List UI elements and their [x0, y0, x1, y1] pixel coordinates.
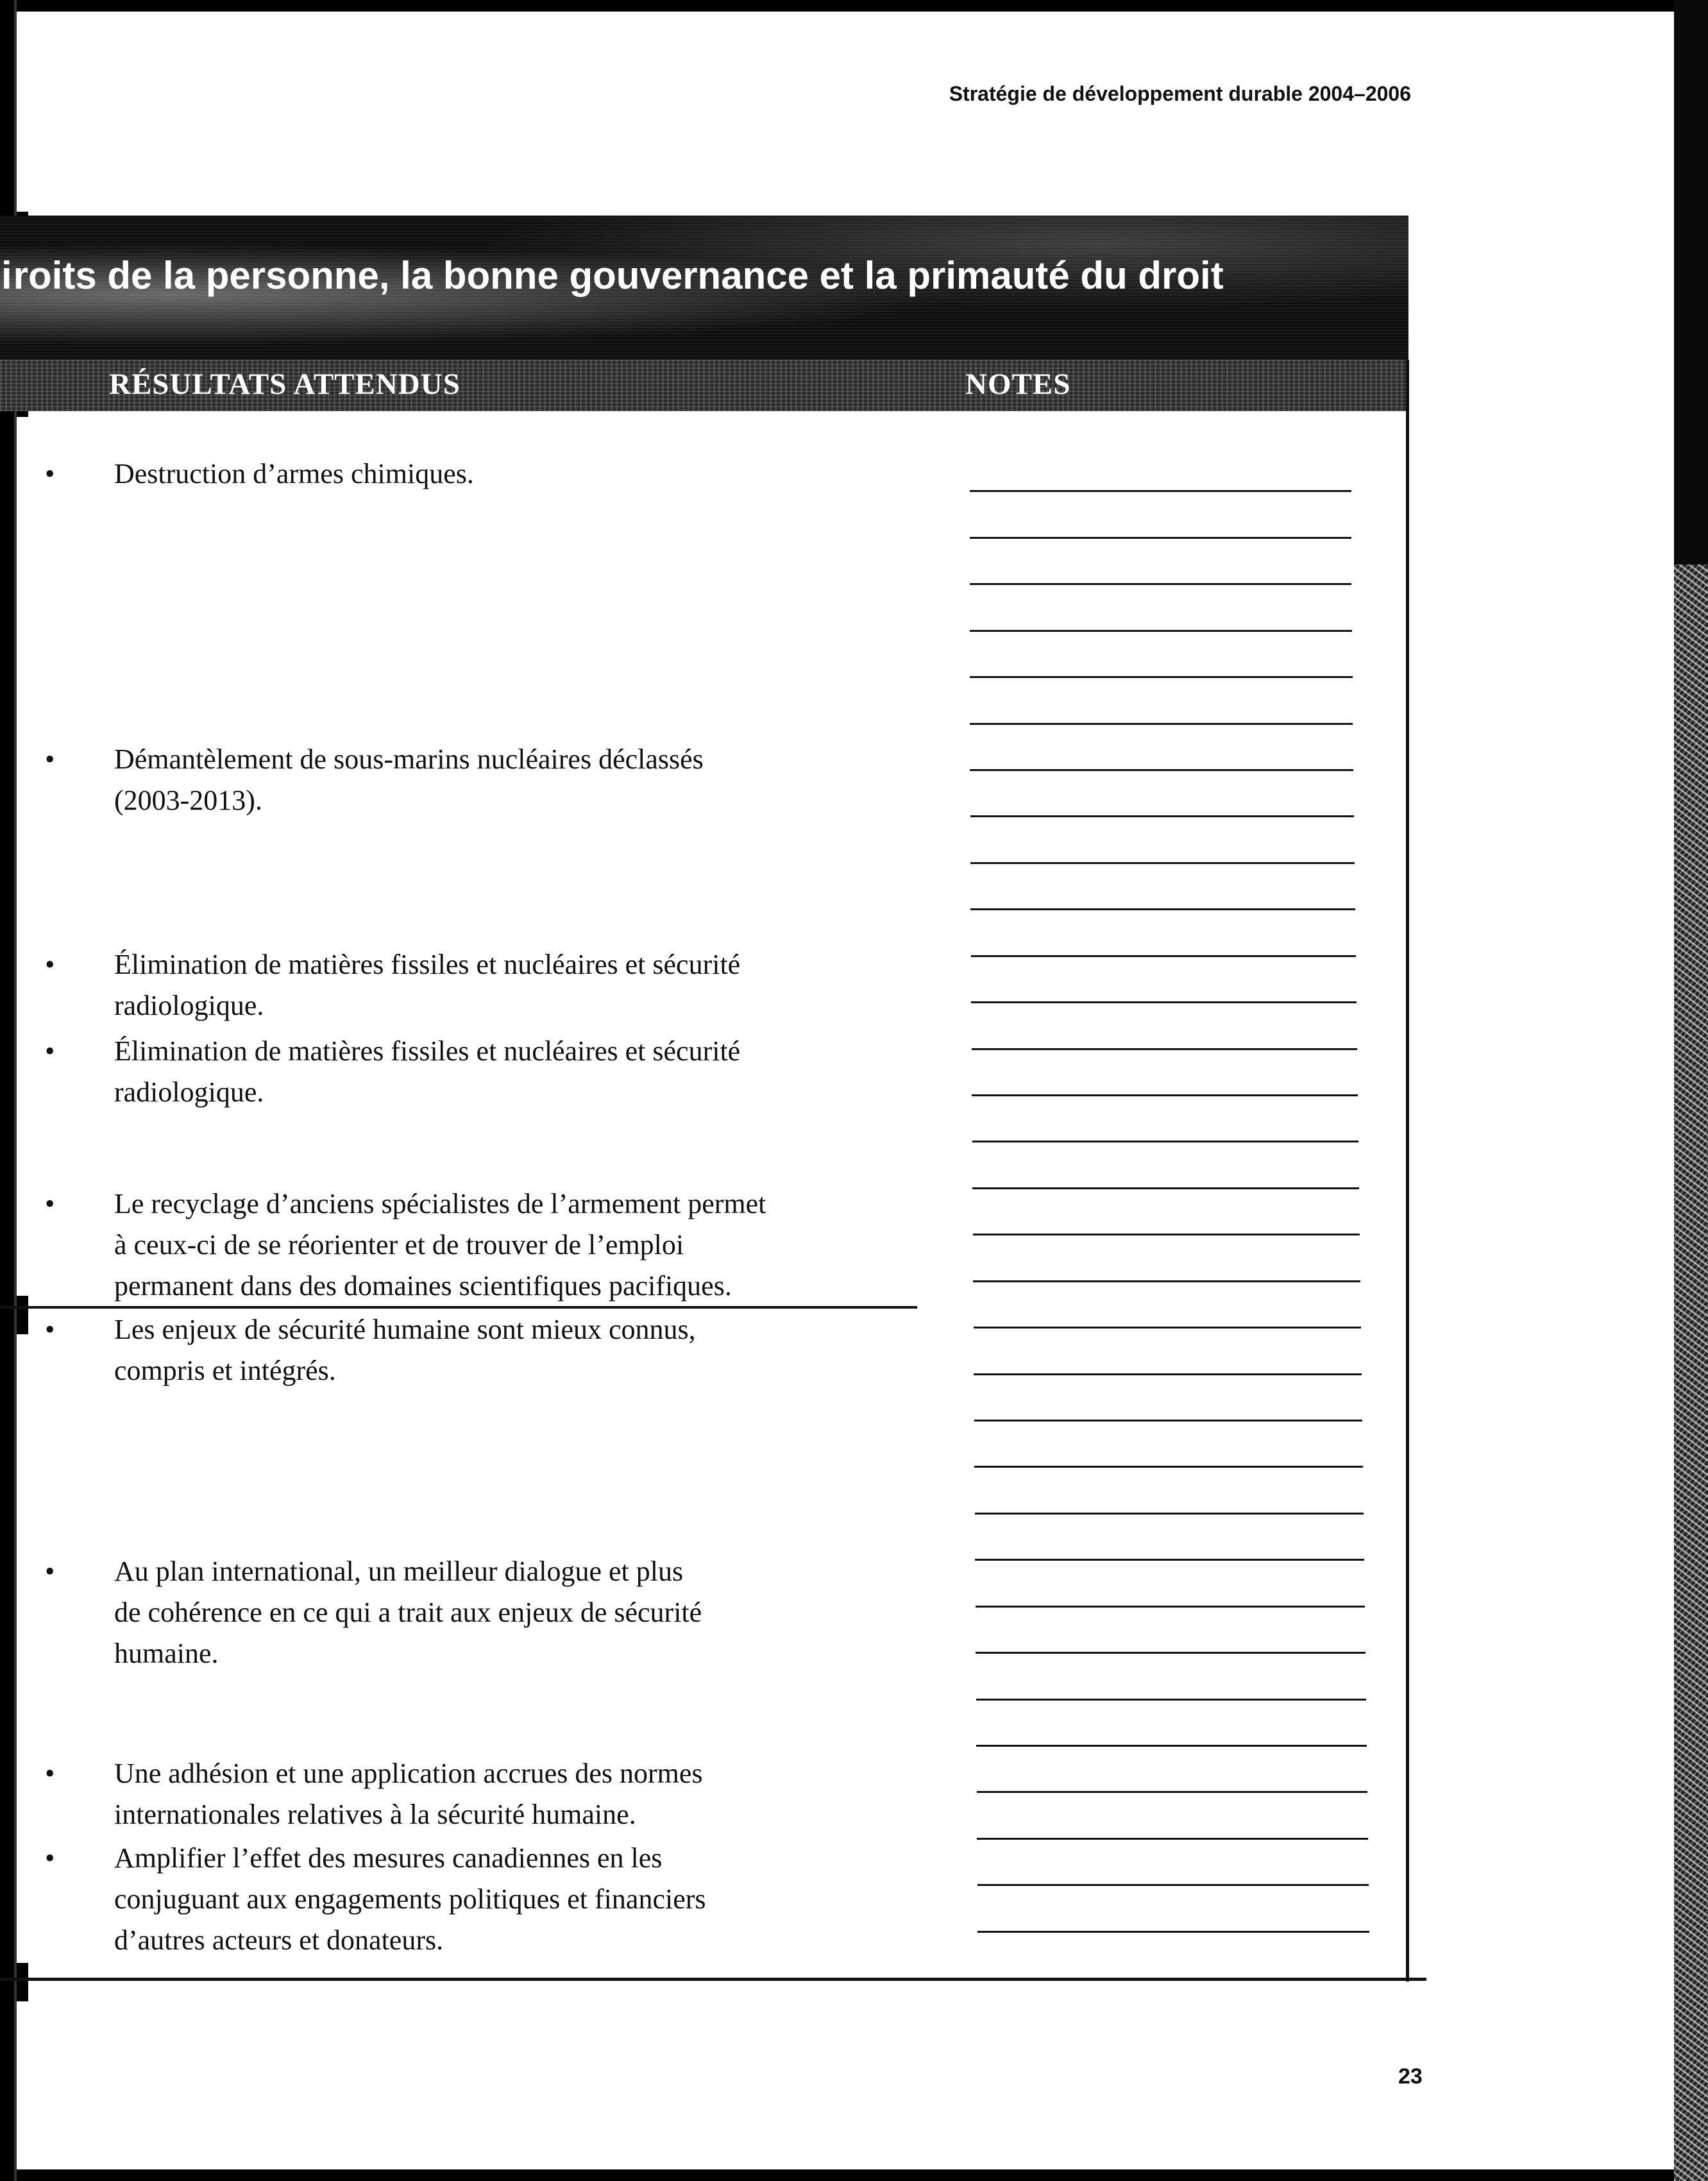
result-item [38, 1753, 924, 1840]
result-item [38, 1838, 924, 1963]
note-line[interactable] [970, 490, 1351, 492]
result-item [38, 739, 924, 826]
section-title [0, 253, 1408, 298]
result-text: Élimination de matières fissiles et nucléaires et sécurité radiologique. [114, 1035, 741, 1108]
note-line[interactable] [977, 1838, 1368, 1840]
bullet: • [45, 1556, 55, 1587]
note-line[interactable] [972, 1094, 1358, 1096]
bullet: • [45, 1188, 55, 1219]
note-line[interactable] [974, 1420, 1362, 1421]
note-line[interactable] [976, 1606, 1365, 1608]
result-item [38, 1184, 924, 1309]
note-line[interactable] [977, 1931, 1369, 1933]
page-number: 23 [1398, 2064, 1423, 2089]
result-text: Le recyclage d’anciens spécialistes de l’armement permet à ceux-ci de se réorienter et de trouver de l’emploi permanent dans des domaines scientifiques pacifiques. [114, 1188, 766, 1302]
result-item [38, 944, 924, 1031]
result-text: Élimination de matières fissiles et nucléaires et sécurité radiologique. [114, 949, 741, 1021]
note-line[interactable] [973, 1280, 1360, 1282]
note-line[interactable] [971, 1001, 1357, 1003]
note-line[interactable] [974, 1466, 1363, 1468]
result-item [38, 1551, 924, 1676]
result-text: Une adhésion et une application accrues des normes internationales relatives à la sécurité humaine. [114, 1758, 703, 1830]
note-line[interactable] [975, 1513, 1364, 1515]
note-line[interactable] [970, 583, 1351, 585]
section-title-fragment: i [1, 254, 12, 297]
result-item [38, 454, 924, 498]
result-text: Amplifier l’effet des mesures canadiennes en les conjuguant aux engagements politiques et financiers d’autres acteurs et donateurs. [114, 1842, 706, 1956]
running-header: Stratégie de développement durable 2004–2006 [949, 82, 1411, 105]
result-item [38, 1309, 924, 1396]
note-line[interactable] [970, 769, 1353, 771]
note-line[interactable] [976, 1699, 1366, 1701]
bullet: • [45, 743, 55, 775]
note-line[interactable] [970, 537, 1351, 539]
note-line[interactable] [972, 1141, 1358, 1142]
scan-border-bottom [0, 2169, 1708, 2181]
note-line[interactable] [970, 630, 1352, 632]
note-line[interactable] [975, 1559, 1364, 1561]
bullet: • [45, 1314, 55, 1345]
note-line[interactable] [970, 815, 1354, 817]
note-line[interactable] [977, 1791, 1367, 1793]
note-line[interactable] [970, 676, 1353, 678]
note-line[interactable] [974, 1373, 1362, 1375]
note-line[interactable] [970, 723, 1353, 725]
table-border-right [1406, 360, 1409, 1982]
bullet: • [45, 1758, 55, 1789]
result-text: Démantèlement de sous-marins nucléaires déclassés (2003-2013). [114, 743, 704, 816]
note-line[interactable] [977, 1884, 1369, 1886]
bullet: • [45, 1842, 55, 1874]
note-line[interactable] [972, 1048, 1357, 1050]
note-line[interactable] [974, 1327, 1361, 1328]
result-item [38, 1031, 924, 1117]
note-line[interactable] [976, 1745, 1367, 1747]
note-line[interactable] [970, 862, 1355, 864]
column-header-results: RÉSULTATS ATTENDUS [109, 368, 461, 401]
note-line[interactable] [973, 1234, 1360, 1235]
result-text: Destruction d’armes chimiques. [114, 458, 474, 489]
note-line[interactable] [971, 955, 1356, 957]
result-text: Les enjeux de sécurité humaine sont mieux connus, compris et intégrés. [114, 1314, 696, 1386]
bullet: • [45, 949, 55, 980]
result-text: Au plan international, un meilleur dialogue et plus de cohérence en ce qui a trait aux enjeux de sécurité humaine. [114, 1556, 702, 1669]
scan-border-top [0, 0, 1708, 12]
table-border-bottom [0, 1978, 1426, 1981]
note-line[interactable] [970, 908, 1355, 910]
bullet: • [45, 1035, 55, 1067]
bullet: • [45, 458, 55, 489]
scan-border-right-dark [1674, 0, 1708, 564]
left-edge-mark [17, 1963, 28, 2001]
left-edge-mark [17, 1296, 28, 1334]
note-line[interactable] [976, 1652, 1366, 1654]
note-line[interactable] [972, 1187, 1359, 1189]
section-title-text: roits de la personne, la bonne gouvernance et la primauté du droit [13, 254, 1224, 297]
column-header-notes: NOTES [965, 368, 1071, 401]
